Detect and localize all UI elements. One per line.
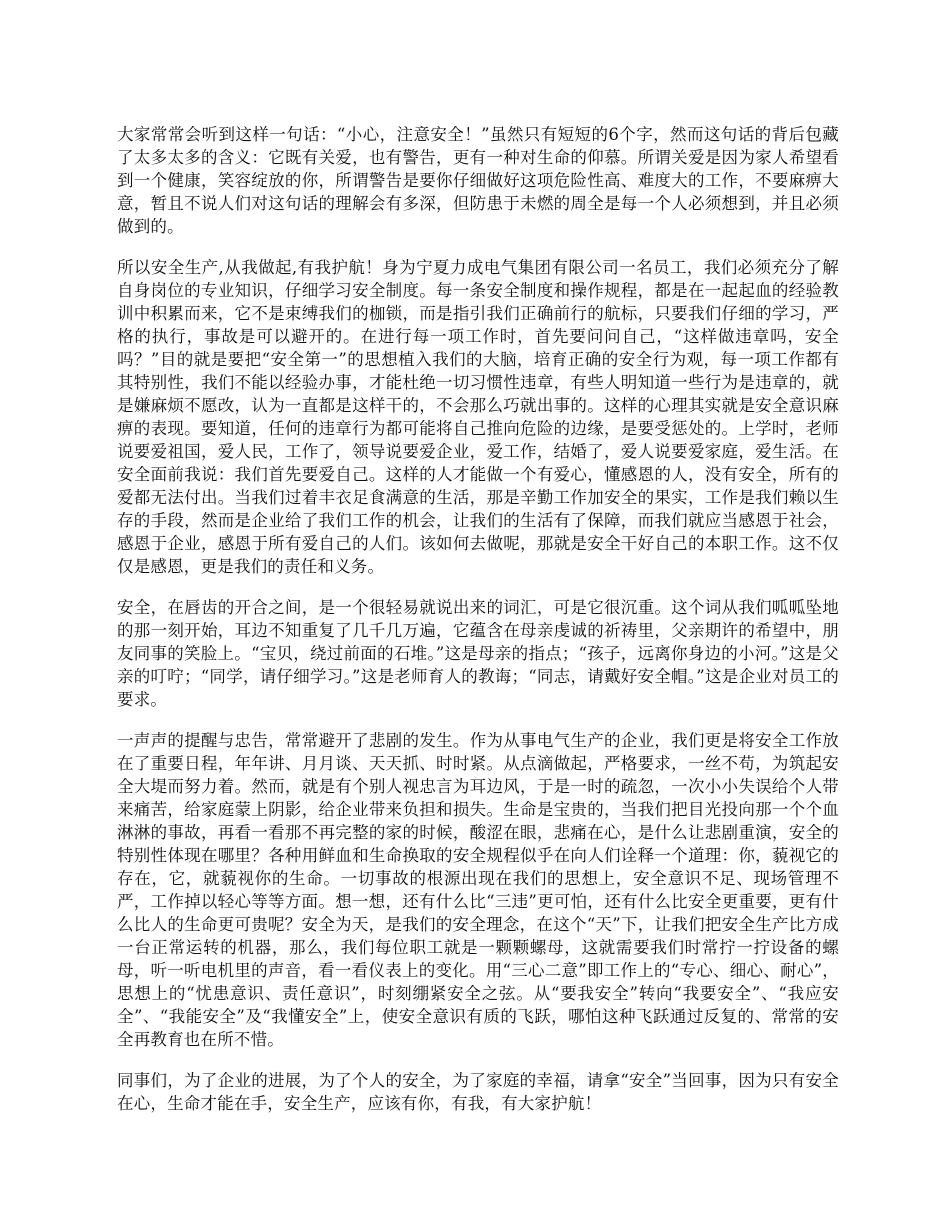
paragraph-1: 大家常常会听到这样一句话：“小心，注意安全！”虽然只有短短的6个字，然而这句话的背后包藏了太多太多的含义：它既有关爱，也有警告，更有一种对生命的仰慕。所谓关爱是因为家人希望看到一个健康，笑容绽放的你，所谓警告是要你仔细做好这项危险性高、难度大的工作，不要麻痹大意，暂且不说人们对这句话的理解会有多深，但防患于未燃的周全是每一个人必须想到，并且必须做到的。 [117,125,839,236]
paragraph-2: 所以安全生产,从我做起,有我护航！身为宁夏力成电气集团有限公司一名员工，我们必须充分了解自身岗位的专业知识，仔细学习安全制度。每一条安全制度和操作规程，都是在一起起血的经验教训中积累而来，它不是束缚我们的枷锁，而是指引我们正确前行的航标，只要我们仔细的学习，严格的执行，事故是可以避开的。在进行每一项工作时，首先要问问自己，“这样做违章吗，安全吗？”目的就是要把“安全第一”的思想植入我们的大脑，培育正确的安全行为观，每一项工作都有其特别性，我们不能以经验办事，才能杜绝一切习惯性违章，有些人明知道一些行为是违章的，就是嫌麻烦不愿改，认为一直都是这样干的，不会那么巧就出事的。这样的心理其实就是安全意识麻痹的表现。要知道，任何的违章行为都可能将自己推向危险的边缘，是要受惩处的。上学时，老师说要爱祖国，爱人民，工作了，领导说要爱企业，爱工作，结婚了，爱人说要爱家庭，爱生活。在安全面前我说：我们首先要爱自己。这样的人才能做一个有爱心，懂感恩的人，没有安全，所有的爱都无法付出。当我们过着丰衣足食满意的生活，那是辛勤工作加安全的果实，工作是我们赖以生存的手段，然而是企业给了我们工作的机会，让我们的生活有了保障，而我们就应当感恩于社会，感恩于企业，感恩于所有爱自己的人们。该如何去做呢，那就是安全干好自己的本职工作。这不仅仅是感恩，更是我们的责任和义务。 [117,258,839,576]
paragraph-4: 一声声的提醒与忠告，常常避开了悲剧的发生。作为从事电气生产的企业，我们更是将安全工作放在了重要日程，年年讲、月月谈、天天抓、时时紧。从点滴做起，严格要求，一丝不苟，为筑起安全大堤而努力着。然而，就是有个别人视忠言为耳边风，于是一时的疏忽，一次小小失误给个人带来痛苦，给家庭蒙上阴影，给企业带来负担和损失。生命是宝贵的，当我们把目光投向那一个个血淋淋的事故，再看一看那不再完整的家的时候，酸涩在眼，悲痛在心，是什么让悲剧重演，安全的特别性体现在哪里？各种用鲜血和生命换取的安全规程似乎在向人们诠释一个道理：你，藐视它的存在，它，就藐视你的生命。一切事故的根源出现在我们的思想上，安全意识不足、现场管理不严，工作掉以轻心等等方面。想一想，还有什么比“三违”更可怕，还有什么比安全更重要，更有什么比人的生命更可贵呢？安全为天，是我们的安全理念，在这个“天”下，让我们把安全生产比方成一台正常运转的机器，那么，我们每位职工就是一颗颗螺母，这就需要我们时常拧一拧设备的螺母，听一听电机里的声音，看一看仪表上的变化。用“三心二意”即工作上的“专心、细心、耐心”，思想上的“忧患意识、责任意识”，时刻绷紧安全之弦。从“要我安全”转向“我要安全”、“我应安全”、“我能安全”及“我懂安全”上，使安全意识有质的飞跃，哪怕这种飞跃通过反复的、常常的安全再教育也在所不惜。 [117,731,839,1049]
paragraph-5: 同事们，为了企业的进展，为了个人的安全，为了家庭的幸福，请拿“安全”当回事，因为只有安全在心，生命才能在手，安全生产，应该有你，有我，有大家护航！ [117,1071,839,1113]
paragraph-3: 安全，在唇齿的开合之间，是一个很轻易就说出来的词汇，可是它很沉重。这个词从我们呱呱坠地的那一刻开始，耳边不知重复了几千几万遍，它蕴含在母亲虔诚的祈祷里，父亲期许的希望中，朋友同事的笑脸上。“宝贝，绕过前面的石堆。”这是母亲的指点；“孩子，远离你身边的小河。”这是父亲的叮咛；“同学，请仔细学习。”这是老师育人的教诲；“同志，请戴好安全帽。”这是企业对员工的要求。 [117,598,839,709]
document-body [117,123,839,1133]
